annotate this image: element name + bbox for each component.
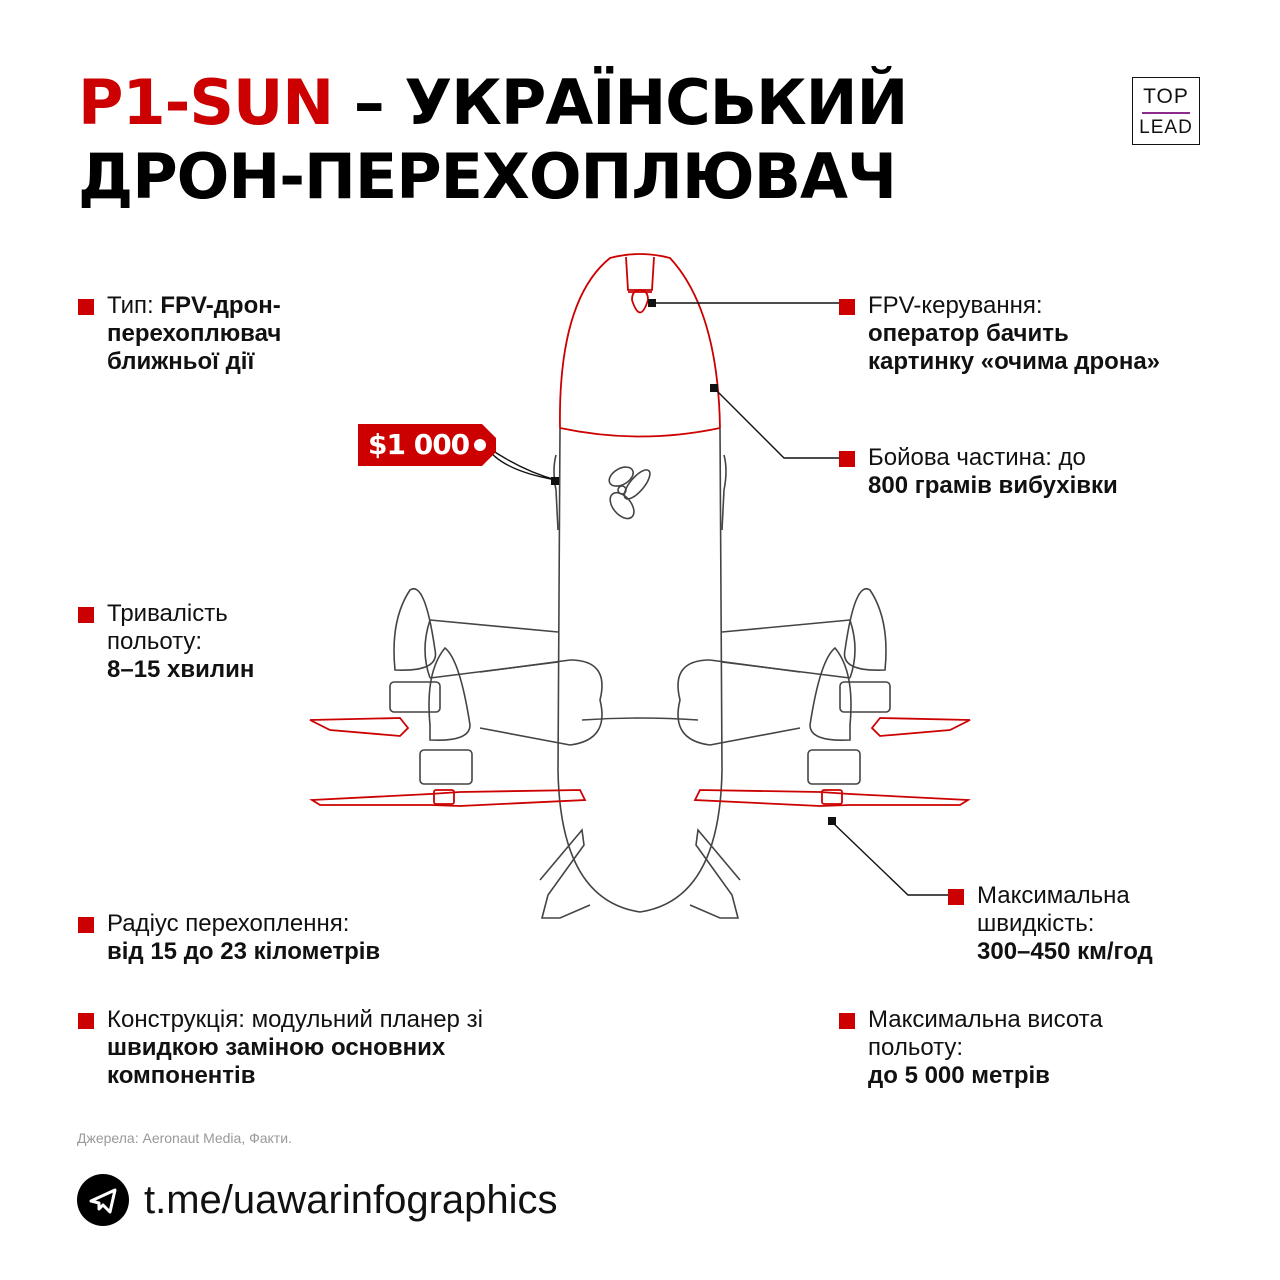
bullet-icon (839, 299, 855, 315)
title-line2: ДРОН-ПЕРЕХОПЛЮВАЧ (78, 140, 897, 213)
bullet-icon (78, 607, 94, 623)
fact-value: 8–15 хвилин (107, 656, 255, 683)
bullet-icon (839, 451, 855, 467)
fact-type (107, 292, 367, 376)
fact-max-altitude (868, 1006, 1118, 1090)
fact-label: FPV-керування: (868, 292, 1043, 319)
price-tag (358, 424, 496, 466)
fact-fpv-control (868, 292, 1168, 376)
price-value: $1 000 (368, 428, 470, 461)
fact-value: від 15 до 23 кілометрів (107, 938, 381, 965)
bullet-icon (948, 889, 964, 905)
bullet-icon (78, 299, 94, 315)
telegram-link[interactable]: t.me/uawarinfographics (144, 1178, 558, 1222)
fact-label: Бойова частина: до (868, 444, 1086, 471)
fact-construction (107, 1006, 577, 1090)
fact-intercept-radius (107, 910, 467, 966)
logo-bottom: LEAD (1139, 117, 1193, 138)
fact-value: швидкою заміною основних компонентів (107, 1034, 446, 1089)
fact-label: Тривалість польоту: (107, 600, 228, 655)
fact-value: до 5 000 метрів (868, 1062, 1050, 1089)
bullet-icon (78, 917, 94, 933)
fact-label: Тип: (107, 292, 161, 319)
fact-value: 800 грамів вибухівки (868, 472, 1118, 499)
bullet-icon (78, 1013, 94, 1029)
title-line1: – УКРАЇНСЬКИЙ (333, 66, 908, 139)
fact-label: Конструкція: модульний планер зі (107, 1006, 483, 1033)
fact-label: Максимальна швидкість: (977, 882, 1130, 937)
fact-value: оператор бачить картинку «очима дрона» (868, 320, 1161, 375)
telegram-icon[interactable] (77, 1174, 129, 1226)
logo-top: TOP (1143, 85, 1189, 108)
fact-label: Радіус перехоплення: (107, 910, 350, 937)
fact-warhead (868, 444, 1208, 500)
bullet-icon (839, 1013, 855, 1029)
fact-flight-time (107, 600, 277, 684)
fact-max-speed (977, 882, 1217, 966)
fact-label: Максимальна висота польоту: (868, 1006, 1103, 1061)
sources-note: Джерела: Aeronaut Media, Факти. (77, 1130, 292, 1146)
fact-value: 300–450 км/год (977, 938, 1153, 965)
fact-value: FPV-дрон-перехоплювач ближньої дії (107, 292, 282, 375)
title-product-name: P1-SUN (78, 66, 334, 139)
